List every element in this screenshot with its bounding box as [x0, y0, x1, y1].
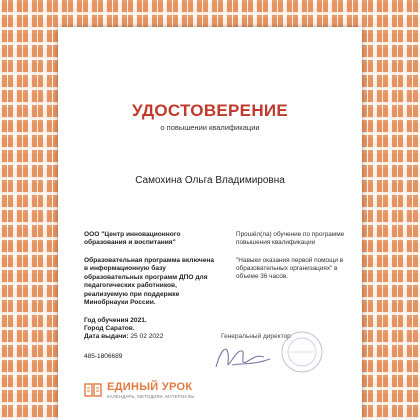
course-text: "Навыки оказания первой помощи в образовательных организациях" в объеме 36 часов. — [236, 256, 344, 281]
year-line: Год обучения 2021. — [84, 316, 147, 324]
director-label: Генеральный директор — [221, 333, 291, 340]
program-note: Образовательная программа включена в информационную базу образовательных программ ДПО для педагогических работников, реализуемую при поддержке Минобрнауки России. — [84, 256, 215, 307]
completion-text: Прошёл(ла) обучение по программе повышения квалификации — [236, 231, 345, 247]
serial-number: 485-1806689 — [84, 353, 123, 360]
certificate-title: УДОСТОВЕРЕНИЕ — [131, 101, 289, 120]
left-column — [84, 231, 219, 342]
book-logo-icon — [84, 381, 102, 399]
issue-date-label: Дата выдачи: — [84, 333, 129, 341]
certificate-sheet — [58, 27, 362, 420]
city-line: Город Саратов. — [84, 324, 135, 332]
certificate-subtitle: о повышении квалификации — [160, 123, 260, 132]
brand-logo — [84, 381, 194, 399]
issue-date-line — [84, 333, 219, 341]
stamp-icon — [280, 330, 324, 374]
recipient-name: Самохина Ольга Владимировна — [135, 175, 285, 186]
organization-name: ООО "Центр инновационного образования и воспитания" — [84, 231, 181, 247]
signature-icon — [208, 337, 278, 377]
brand-name: ЕДИНЫЙ УРОК — [107, 381, 193, 393]
issue-date: 25 02 2022 — [130, 333, 164, 341]
brand-tagline: КАЛЕНДАРЬ, МЕТОДИКИ, МАТЕРИАЛЫ — [107, 394, 195, 399]
right-column — [236, 231, 354, 282]
